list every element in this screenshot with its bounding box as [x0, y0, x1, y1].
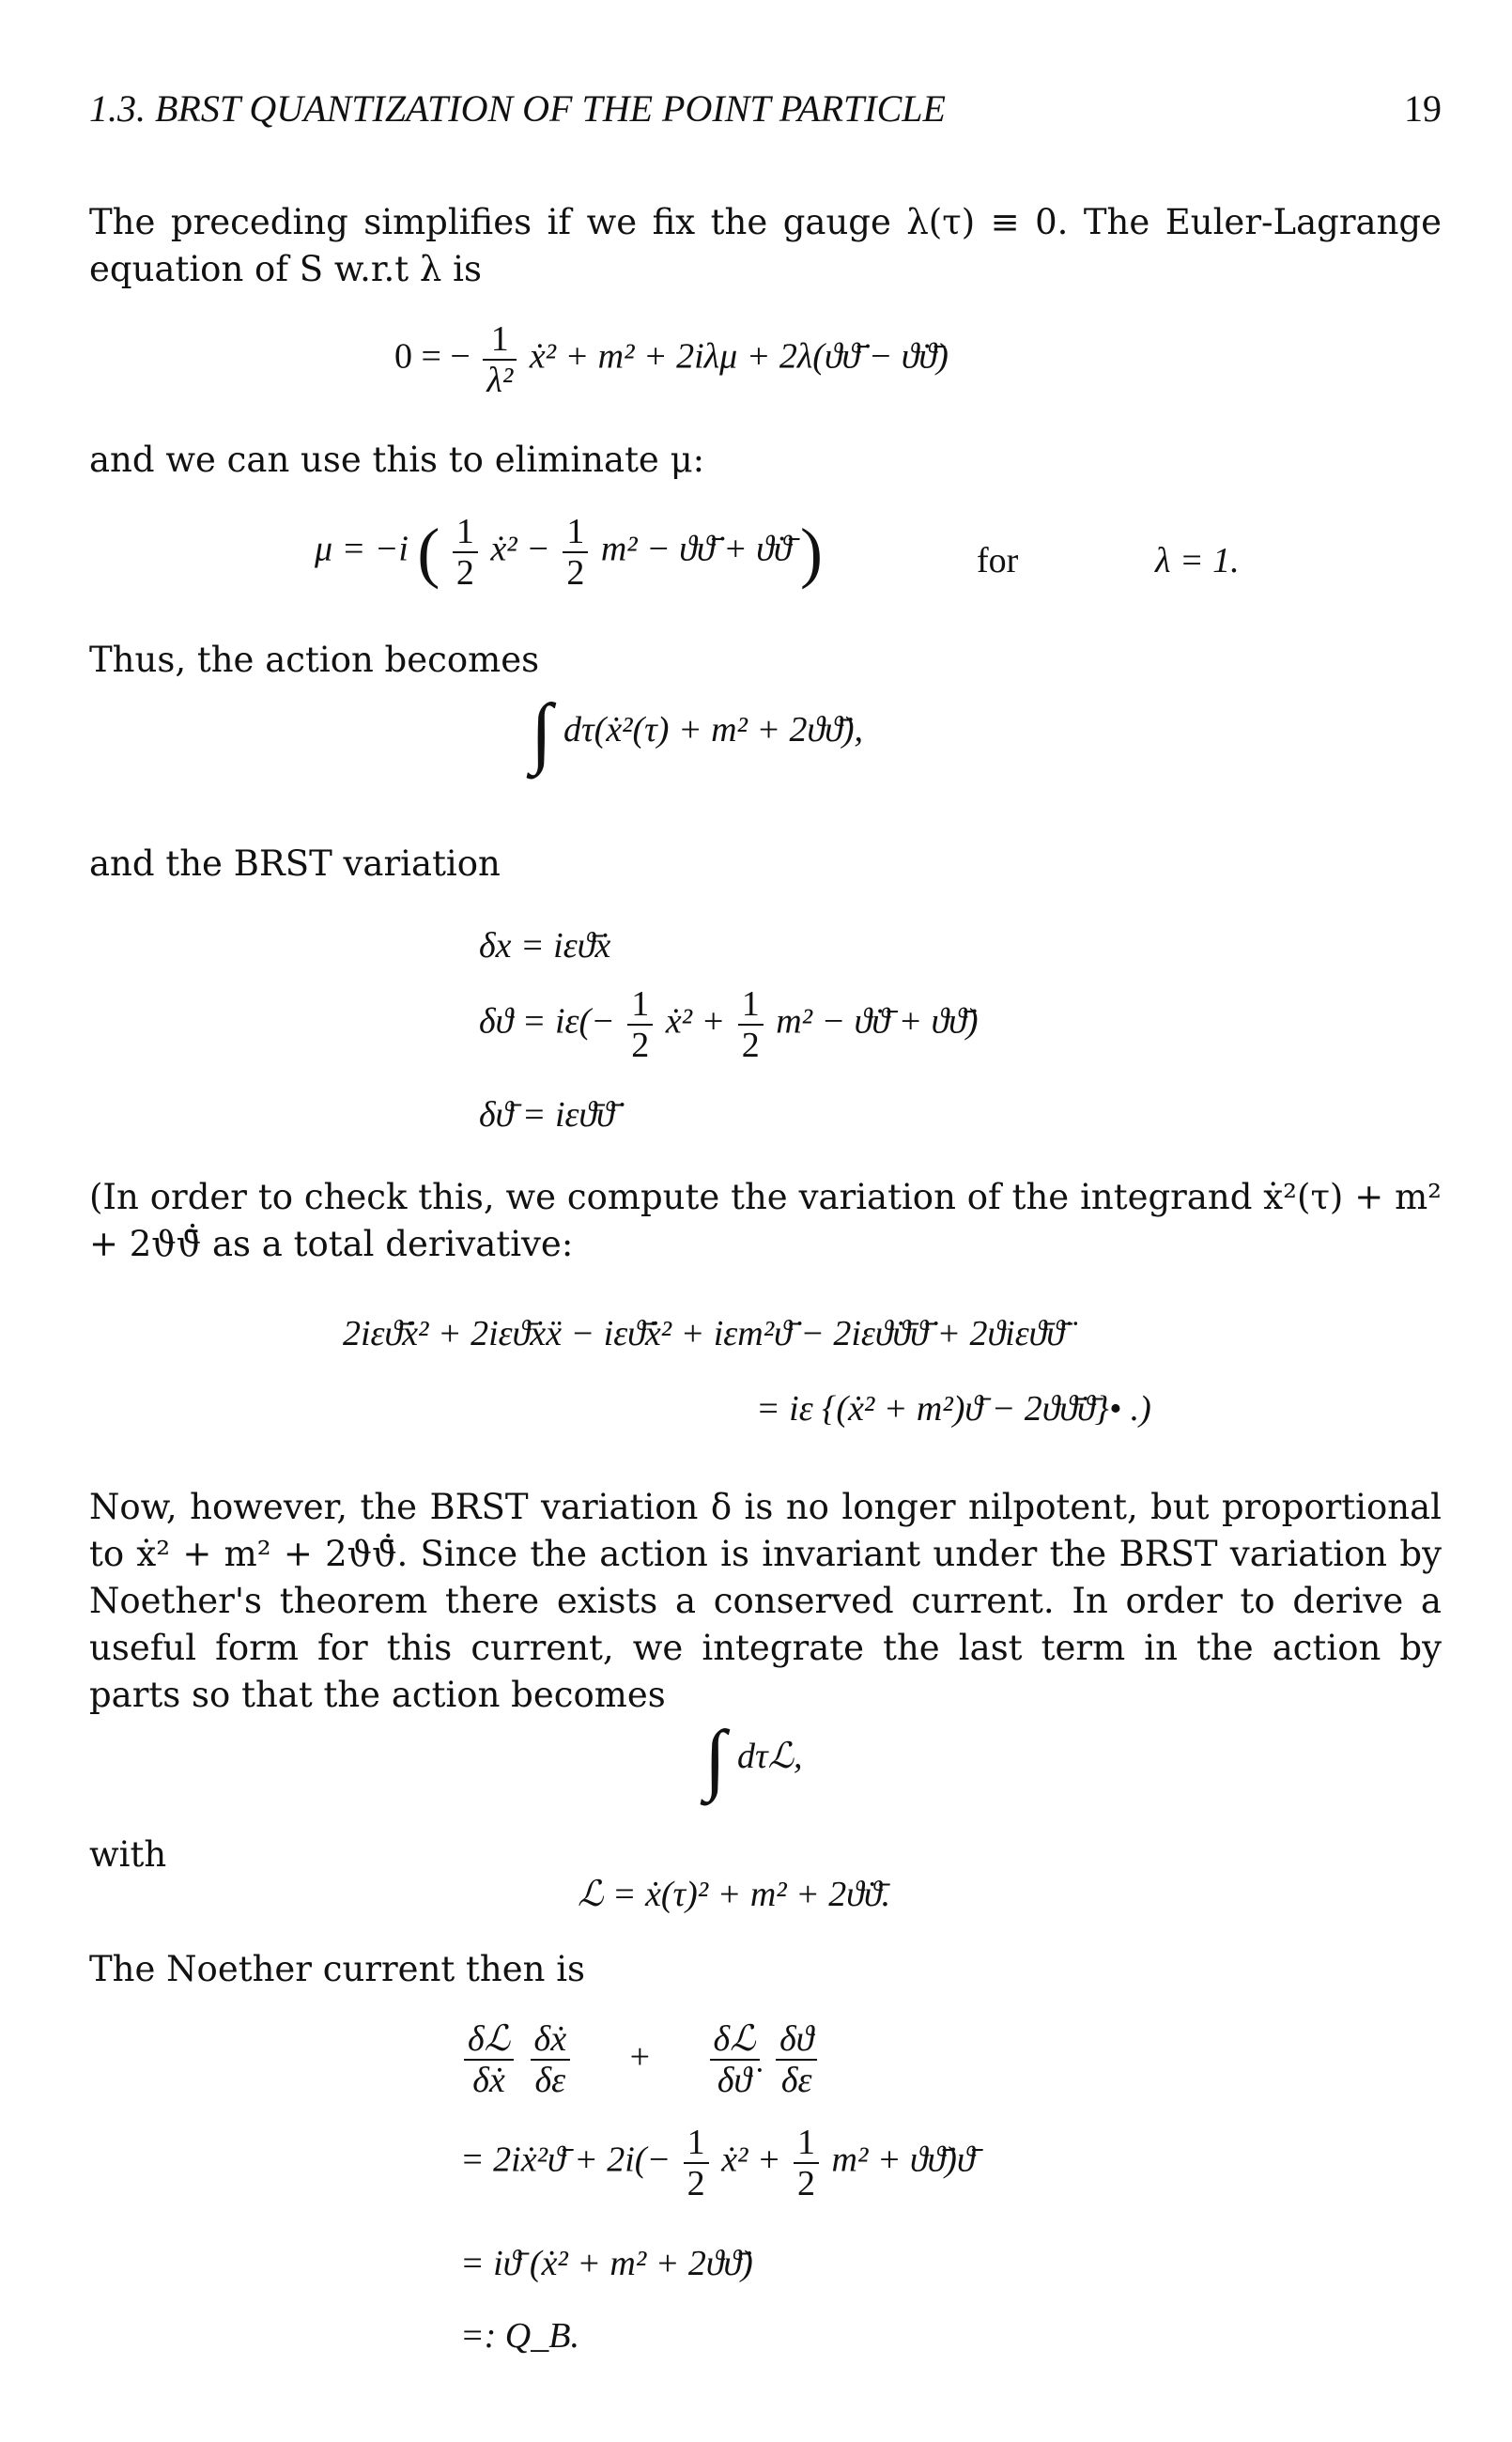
- running-head: [89, 86, 1442, 143]
- paragraph-noether-current: The Noether current then is: [89, 1949, 586, 1989]
- paragraph-eliminate-mu: and we can use this to eliminate μ:: [89, 440, 705, 480]
- paragraph-brst-variation: and the BRST variation: [89, 843, 501, 884]
- page-number: 19: [1404, 87, 1442, 130]
- equation-total-derivative: = iε {(ẋ² + m²)ϑ̄ − 2ϑϑ̄̇ϑ̄}• .): [756, 1389, 1151, 1429]
- equation-lagrangian: ℒ = ẋ(τ)² + m² + 2ϑ̇ϑ̄.: [578, 1875, 891, 1914]
- equation-delta-theta-bar: δϑ̄ = iεϑ̄ϑ̄̇: [479, 1095, 614, 1135]
- equation-variation-integrand: 2iεϑ̄̇ẋ² + 2iεϑ̄ẋẍ − iεϑ̄̇ẋ² + iεm²ϑ̄̇ − 2iεϑ̇ϑ̄ϑ̄̇ + 2ϑiεϑ̄ϑ̄̈: [343, 1314, 1064, 1353]
- equation-noether-current-def: $\frac{\text{δℒ}}{\text{δẋ}}$ $\frac{\text{δẋ}}{\delta\varepsilon}$ + $\frac{\text{δℒ}}{\delta ϑ̇}$ $\frac{\delta ϑ}{\delta\varepsilon}$: [460, 2019, 821, 2100]
- equation-delta-x: δx = iεϑ̄ẋ: [479, 926, 611, 966]
- paragraph-check-variation: (In order to check this, we compute the variation of the integrand ẋ²(τ) + m² + 2ϑϑ̄̇ as a total derivative:: [89, 1177, 1442, 1264]
- equation-noether-current-simplified: = iϑ̄ (ẋ² + m² + 2ϑϑ̄̇): [460, 2244, 753, 2283]
- paragraph-action-becomes: Thus, the action becomes: [89, 640, 540, 680]
- paragraph-noether: Now, however, the BRST variation δ is no longer nilpotent, but proportional to ẋ² + m² + 2ϑϑ̄̇. Since the action is invariant under the BRST variation by Noether's theorem there exists a conserved current. In order to derive a useful form for this current, we integrate the last term in the action by parts so that the action becomes: [89, 1487, 1442, 1715]
- equation-action-lagrangian: ∫ dτℒ,: [704, 1715, 803, 1803]
- paragraph-gauge-fixing: The preceding simplifies if we fix the gauge λ(τ) ≡ 0. The Euler-Lagrange equation of S w.r.t λ is: [89, 202, 1442, 289]
- equation-delta-theta: δϑ = iε(− $\frac{1}{2}$ ẋ² + $\frac{1}{2}$ m² − ϑ̇ϑ̄ + ϑϑ̄̇): [479, 984, 979, 1065]
- equation-noether-current-expanded: = 2iẋ²ϑ̄ + 2i(− $\frac{1}{2}$ ẋ² + $\frac{1}{2}$ m² + ϑϑ̄̇)ϑ̄: [460, 2123, 975, 2203]
- equation-brst-charge: =: Q_B.: [460, 2316, 579, 2356]
- paragraph-with: with: [89, 1834, 167, 1875]
- equation-mu: μ = −i ( $\frac{1}{2}$ ẋ² − $\frac{1}{2}$ m² − ϑϑ̄̇ + ϑ̇ϑ̄ ) for λ = 1.: [315, 512, 1240, 593]
- section-title: 1.3. BRST QUANTIZATION OF THE POINT PARTICLE: [89, 87, 946, 130]
- equation-euler-lagrange: 0 = − $\frac{1}{\text{λ²}}$ ẋ² + m² + 2iλμ + 2λ(ϑϑ̄̇ − ϑ̇ϑ̄): [394, 319, 949, 400]
- equation-action: ∫ dτ(ẋ²(τ) + m² + 2ϑϑ̄̇),: [531, 688, 864, 777]
